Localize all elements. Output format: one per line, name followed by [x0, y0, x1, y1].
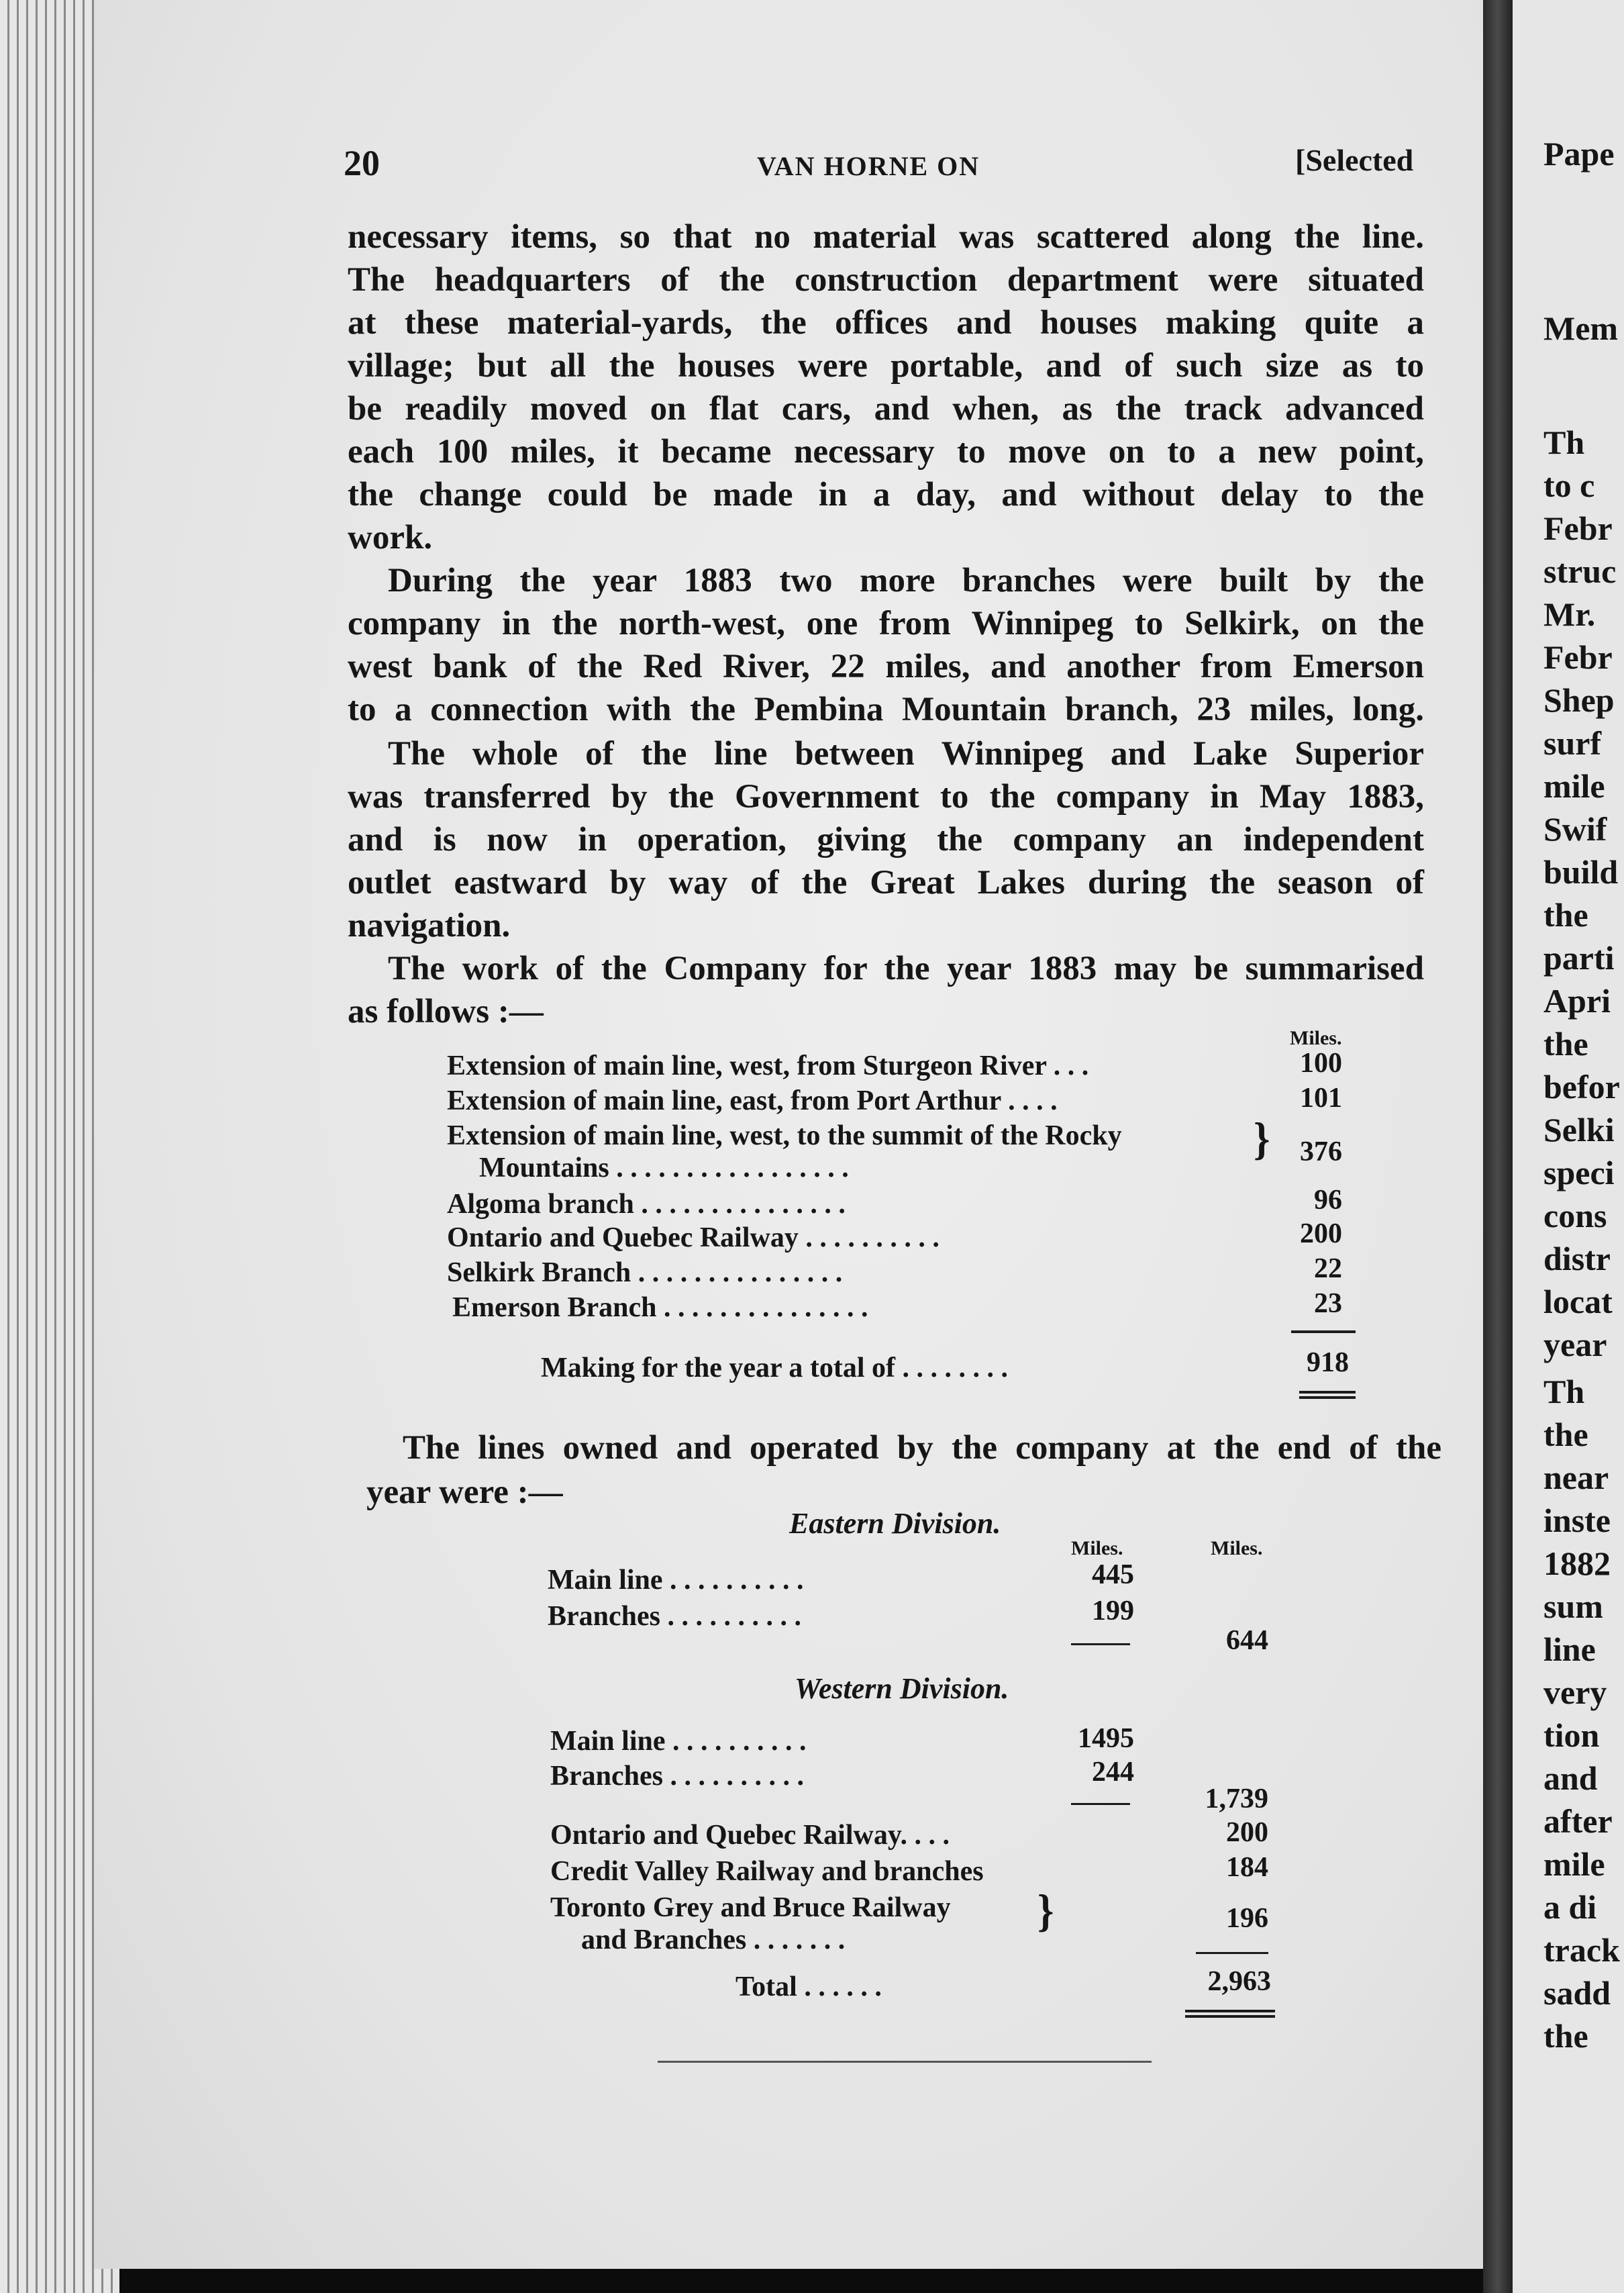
body-line: each 100 miles, it became necessary to move on to a new point, — [348, 433, 1424, 471]
facing-page-fragment: line — [1543, 1630, 1596, 1668]
facing-page-fragment: parti — [1543, 939, 1615, 977]
body-line: to a connection with the Pembina Mountain branch, 23 miles, long. — [348, 691, 1424, 728]
western-total: 1,739 — [1205, 1784, 1268, 1814]
facing-page-fragment: mile — [1543, 767, 1605, 805]
facing-page-fragment: Th — [1543, 1373, 1585, 1410]
miles-header: Miles. — [1290, 1027, 1342, 1049]
facing-page-fragment: Shep — [1543, 681, 1615, 719]
work-row-label-cont: Mountains . . . . . . . . . . . . . . . . . — [479, 1153, 849, 1183]
work-total-label: Making for the year a total of . . . . . . . . — [541, 1353, 1009, 1383]
western-row-label: Branches . . . . . . . . . . — [550, 1761, 804, 1792]
facing-page-fragment: after — [1543, 1802, 1613, 1840]
work-row-miles: 96 — [1314, 1185, 1342, 1216]
work-row-miles: 22 — [1314, 1253, 1342, 1284]
section-label: [Selected — [1295, 143, 1414, 177]
facing-page-fragment: the — [1543, 1025, 1588, 1063]
work-row-miles: 101 — [1300, 1083, 1342, 1114]
double-rule — [1299, 1396, 1356, 1399]
facing-page-fragment: Selki — [1543, 1111, 1615, 1149]
facing-page-fragment: year — [1543, 1326, 1607, 1363]
facing-page-fragment: locat — [1543, 1283, 1613, 1320]
facing-page-fragment: inste — [1543, 1502, 1611, 1539]
facing-page — [1513, 0, 1624, 2293]
work-row-label: Emerson Branch . . . . . . . . . . . . . . . — [452, 1292, 868, 1323]
grand-total-label: Total . . . . . . — [735, 1971, 882, 2002]
facing-page-fragment: to c — [1543, 467, 1595, 504]
facing-page-fragment: struc — [1543, 552, 1617, 590]
body-line: The headquarters of the construction department were situated — [348, 261, 1424, 299]
facing-page-fragment: cons — [1543, 1197, 1607, 1234]
work-row-miles: 376 — [1300, 1136, 1342, 1167]
body-line: the change could be made in a day, and without delay to the — [348, 476, 1424, 514]
line-row-label: Toronto Grey and Bruce Railway — [550, 1892, 951, 1923]
body-line: village; but all the houses were portable, and of such size as to — [348, 347, 1424, 385]
line-row-miles: 200 — [1226, 1817, 1268, 1848]
body-line: company in the north-west, one from Winnipeg to Selkirk, on the — [348, 605, 1424, 642]
body-line: as follows :— — [348, 993, 544, 1030]
work-row-miles: 23 — [1314, 1288, 1342, 1319]
facing-page-fragment: very — [1543, 1673, 1607, 1711]
line-row-label-cont: and Branches . . . . . . . — [581, 1924, 846, 1955]
eastern-row-miles: 445 — [1092, 1559, 1134, 1590]
eastern-row-label: Branches . . . . . . . . . . — [548, 1601, 801, 1632]
facing-page-fragment: the — [1543, 1416, 1588, 1453]
facing-page-fragment: near — [1543, 1459, 1609, 1496]
work-total-miles: 918 — [1307, 1347, 1349, 1378]
line-row-miles: 184 — [1226, 1852, 1268, 1883]
double-rule — [1299, 1391, 1356, 1394]
work-row-label: Extension of main line, east, from Port Arthur . . . . — [447, 1085, 1058, 1116]
body-line: The work of the Company for the year 1883 may be summarised — [388, 950, 1424, 987]
facing-page-fragment: distr — [1543, 1240, 1611, 1277]
facing-page-fragment: sadd — [1543, 1974, 1611, 2012]
facing-page-fragment: befor — [1543, 1068, 1620, 1106]
body-line: outlet eastward by way of the Great Lakes during the season of — [348, 864, 1424, 901]
facing-page-fragment: surf — [1543, 724, 1602, 762]
western-row-label: Main line . . . . . . . . . . — [550, 1726, 807, 1757]
grand-total: 2,963 — [1207, 1966, 1271, 1997]
eastern-total: 644 — [1226, 1625, 1268, 1656]
double-rule — [1185, 2015, 1275, 2018]
work-row-label: Extension of main line, west, from Sturgeon River . . . — [447, 1051, 1089, 1081]
line-row-label: Credit Valley Railway and branches — [550, 1856, 984, 1887]
body-line: The whole of the line between Winnipeg and Lake Superior — [388, 735, 1424, 773]
brace: } — [1037, 1886, 1054, 1937]
work-row-miles: 100 — [1300, 1048, 1342, 1079]
miles-col2-header: Miles. — [1211, 1537, 1263, 1559]
page-number: 20 — [344, 143, 380, 183]
facing-page-fragment: the — [1543, 896, 1588, 934]
brace: } — [1254, 1114, 1270, 1165]
work-row-label: Selkirk Branch . . . . . . . . . . . . . . . — [447, 1257, 843, 1288]
facing-page-fragment: build — [1543, 853, 1619, 891]
facing-page-fragment: a di — [1543, 1888, 1597, 1926]
facing-page-fragment: Pape — [1543, 135, 1615, 173]
body-line: be readily moved on flat cars, and when, as the track advanced — [348, 390, 1424, 428]
eastern-division-heading: Eastern Division. — [789, 1507, 1001, 1540]
book-gutter — [1483, 0, 1513, 2293]
facing-page-fragment: Th — [1543, 424, 1585, 461]
line-row-miles: 196 — [1226, 1903, 1268, 1934]
body-line: and is now in operation, giving the company an independent — [348, 821, 1424, 859]
facing-page-fragment: 1882 — [1543, 1545, 1611, 1582]
work-row-label: Ontario and Quebec Railway . . . . . . . . . . — [447, 1222, 940, 1253]
facing-page-fragment: Febr — [1543, 638, 1613, 676]
body-line: west bank of the Red River, 22 miles, and another from Emerson — [348, 648, 1424, 685]
body-line: work. — [348, 519, 433, 556]
end-rule — [658, 2061, 1152, 2063]
facing-page-fragment: Mr. — [1543, 595, 1596, 633]
double-rule — [1185, 2010, 1275, 2012]
facing-page-fragment: speci — [1543, 1154, 1615, 1191]
body-line: During the year 1883 two more branches were built by the — [388, 562, 1424, 599]
facing-page-fragment: tion — [1543, 1716, 1600, 1754]
facing-page-fragment: and — [1543, 1759, 1598, 1797]
facing-page-fragment: track — [1543, 1931, 1620, 1969]
eastern-row-label: Main line . . . . . . . . . . — [548, 1565, 804, 1596]
facing-page-fragment: the — [1543, 2017, 1588, 2055]
facing-page-fragment: Apri — [1543, 982, 1611, 1020]
facing-page-fragment: Mem — [1543, 309, 1619, 347]
body-line: The lines owned and operated by the company at the end of the — [403, 1429, 1441, 1467]
running-title: VAN HORNE ON — [757, 151, 980, 181]
work-row-label: Extension of main line, west, to the summit of the Rocky — [447, 1120, 1122, 1151]
body-line: necessary items, so that no material was scattered along the line. — [348, 218, 1424, 256]
work-row-miles: 200 — [1300, 1218, 1342, 1249]
body-line: navigation. — [348, 907, 511, 944]
line-row-label: Ontario and Quebec Railway. . . . — [550, 1820, 950, 1851]
facing-page-fragment: Swif — [1543, 810, 1607, 848]
eastern-row-miles: 199 — [1092, 1596, 1134, 1626]
body-line: was transferred by the Government to the company in May 1883, — [348, 778, 1424, 816]
sum-rule — [1071, 1803, 1130, 1805]
body-line: at these material-yards, the offices and houses making quite a — [348, 304, 1424, 342]
sum-rule — [1071, 1643, 1130, 1645]
facing-page-fragment: mile — [1543, 1845, 1605, 1883]
facing-page-fragment: sum — [1543, 1588, 1603, 1625]
sum-rule — [1291, 1330, 1356, 1333]
sum-rule — [1196, 1952, 1268, 1954]
western-row-miles: 1495 — [1078, 1723, 1134, 1754]
work-row-label: Algoma branch . . . . . . . . . . . . . . . — [447, 1189, 846, 1220]
miles-col1-header: Miles. — [1071, 1537, 1123, 1559]
western-row-miles: 244 — [1092, 1757, 1134, 1788]
body-line: year were :— — [366, 1473, 563, 1511]
facing-page-fragment: Febr — [1543, 509, 1613, 547]
western-division-heading: Western Division. — [795, 1672, 1009, 1705]
